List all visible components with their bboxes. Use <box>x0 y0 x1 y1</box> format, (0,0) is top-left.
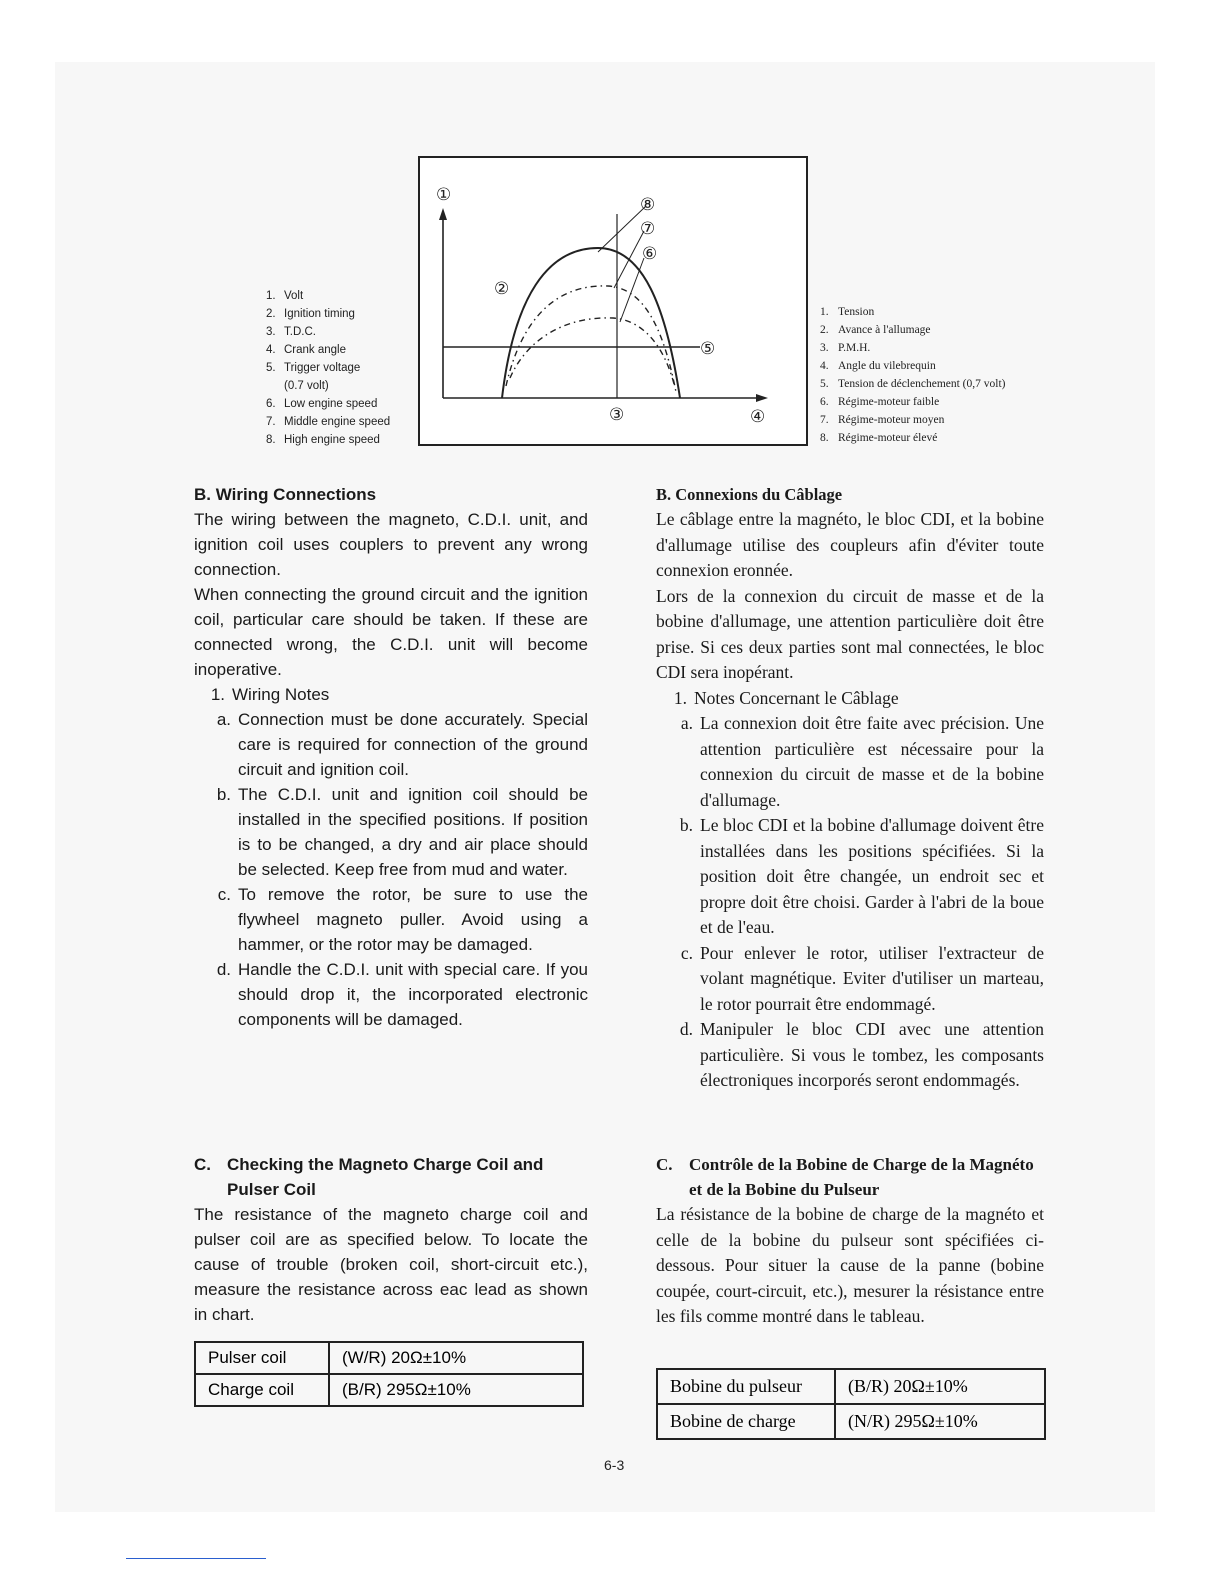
callout-6: ⑥ <box>642 244 658 264</box>
section-heading: B. Connexions du Câblage <box>656 485 843 504</box>
paragraph: The wiring between the magneto, C.D.I. unit, and ignition coil uses couplers to prevent any wrong connection. <box>194 510 588 579</box>
legend-item: 6. Low engine speed <box>266 398 378 410</box>
section-heading: C. Checking the Magneto Charge Coil and Pulser Coil <box>194 1155 544 1199</box>
notes-title: 1. Notes Concernant le Câblage <box>673 687 899 708</box>
legend-item: 3. P.M.H. <box>820 342 871 354</box>
legend-item: 7. Middle engine speed <box>266 416 391 428</box>
list-item: c. To remove the rotor, be sure to use the flywheel magneto puller. Avoid using a hammer, or the rotor may be damaged. <box>217 885 588 954</box>
table-cell: (W/R) 20Ω±10% <box>329 1342 583 1374</box>
resistance-table-french <box>656 1368 1046 1440</box>
table-cell: Charge coil <box>195 1374 329 1406</box>
list-item: a. La connexion doit être faite avec précision. Une attention particulière est nécessaire pour la connexion du circuit de masse et de la bobine d'allumage. <box>680 713 1044 810</box>
callout-7: ⑦ <box>640 219 656 239</box>
legend-item: 1. Tension <box>820 306 875 318</box>
page-number: 6-3 <box>604 1457 625 1473</box>
paragraph: Le câblage entre la magnéto, le bloc CDI, et la bobine d'allumage utilise des coupleurs afin d'éviter toute connexion eronnée. <box>656 509 1044 580</box>
legend-item: 4. Crank angle <box>266 344 347 356</box>
callout-5: ⑤ <box>700 339 716 359</box>
table-cell: Pulser coil <box>195 1342 329 1374</box>
table-cell: Bobine du pulseur <box>657 1369 835 1404</box>
legend-item: 3. T.D.C. <box>266 326 316 338</box>
resistance-table-english <box>194 1341 584 1407</box>
legend-item: 4. Angle du vilebrequin <box>820 360 936 372</box>
table-cell: (B/R) 20Ω±10% <box>835 1369 1045 1404</box>
ignition-timing-diagram <box>418 156 808 446</box>
list-item: b. The C.D.I. unit and ignition coil should be installed in the specified positions. If position is to be changed, a dry and air place should be selected. Keep free from mud and water. <box>216 785 588 879</box>
legend-item: (0.7 volt) <box>284 380 329 392</box>
legend-item: 5. Trigger voltage <box>266 362 361 374</box>
paragraph: The resistance of the magneto charge coil and pulser coil are as specified below. To locate the cause of trouble (broken coil, short-circuit etc.), measure the resistance across eac lead as shown in chart. <box>194 1205 588 1324</box>
legend-item: 8. High engine speed <box>266 434 380 446</box>
table-row <box>195 1374 583 1406</box>
footer-divider <box>126 1558 266 1559</box>
paragraph: When connecting the ground circuit and the ignition coil, particular care should be taken. If these are connected wrong, the C.D.I. unit will become inoperative. <box>194 585 588 679</box>
legend-english <box>266 287 390 449</box>
section-heading: C. Contrôle de la Bobine de Charge de la Magnéto et de la Bobine du Pulseur <box>656 1155 1034 1199</box>
table-row <box>657 1369 1045 1404</box>
paragraph: La résistance de la bobine de charge de la magnéto et celle de la bobine du pulseur sont spécifiées ci-dessous. Pour situer la cause de la panne (bobine coupée, court-circuit, etc.), mesurer la résistance entre les fils comme montré dans le tableau. <box>656 1204 1044 1326</box>
callout-8: ⑧ <box>640 195 656 215</box>
list-item: b. Le bloc CDI et la bobine d'allumage doivent être installées dans les positions spécifiées. Si la position doit être changée, un endroit sec et propre doit être choisi. Garder à l'abri de la boue et de l'eau. <box>679 815 1044 937</box>
legend-item: 5. Tension de déclenchement (0,7 volt) <box>820 378 1006 390</box>
checking-section-english <box>194 1152 588 1327</box>
table-cell: Bobine de charge <box>657 1404 835 1439</box>
wiring-section-french <box>656 482 1044 1094</box>
callout-3: ③ <box>609 405 625 425</box>
table-cell: (B/R) 295Ω±10% <box>329 1374 583 1406</box>
callout-4: ④ <box>750 407 766 427</box>
list-item: d. Manipuler le bloc CDI avec une attention particulière. Si vous le tombez, les composants électroniques incorporés seront endommagés. <box>679 1019 1044 1090</box>
list-item: c. Pour enlever le rotor, utiliser l'extracteur de volant magnétique. Eviter d'utiliser un marteau, le rotor pourrait être endommagé. <box>680 942 1044 1014</box>
legend-item: 6. Régime-moteur faible <box>820 396 940 408</box>
table-row <box>657 1404 1045 1439</box>
legend-item: 2. Ignition timing <box>266 308 355 320</box>
wiring-section-english <box>194 482 588 1032</box>
callout-2: ② <box>494 279 510 299</box>
legend-item: 1. Volt <box>266 290 304 302</box>
table-row <box>195 1342 583 1374</box>
checking-section-french <box>656 1152 1044 1330</box>
section-heading: B. Wiring Connections <box>194 485 377 504</box>
notes-title: 1. Wiring Notes <box>210 685 330 704</box>
list-item: d. Handle the C.D.I. unit with special care. If you should drop it, the incorporated electronic components will be damaged. <box>216 960 588 1029</box>
list-item: a. Connection must be done accurately. Special care is required for connection of the ground circuit and ignition coil. <box>216 710 588 779</box>
legend-item: 8. Régime-moteur élevé <box>820 432 938 444</box>
paragraph: Lors de la connexion du circuit de masse et de la bobine d'allumage, une attention particulière doit être prise. Si ces deux parties sont mal connectées, le bloc CDI sera inopérant. <box>656 585 1044 682</box>
table-cell: (N/R) 295Ω±10% <box>835 1404 1045 1439</box>
legend-item: 7. Régime-moteur moyen <box>820 414 945 426</box>
legend-item: 2. Avance à l'allumage <box>820 324 931 336</box>
callout-1: ① <box>436 185 452 205</box>
diagram-frame <box>419 157 807 445</box>
legend-french <box>820 303 1006 447</box>
